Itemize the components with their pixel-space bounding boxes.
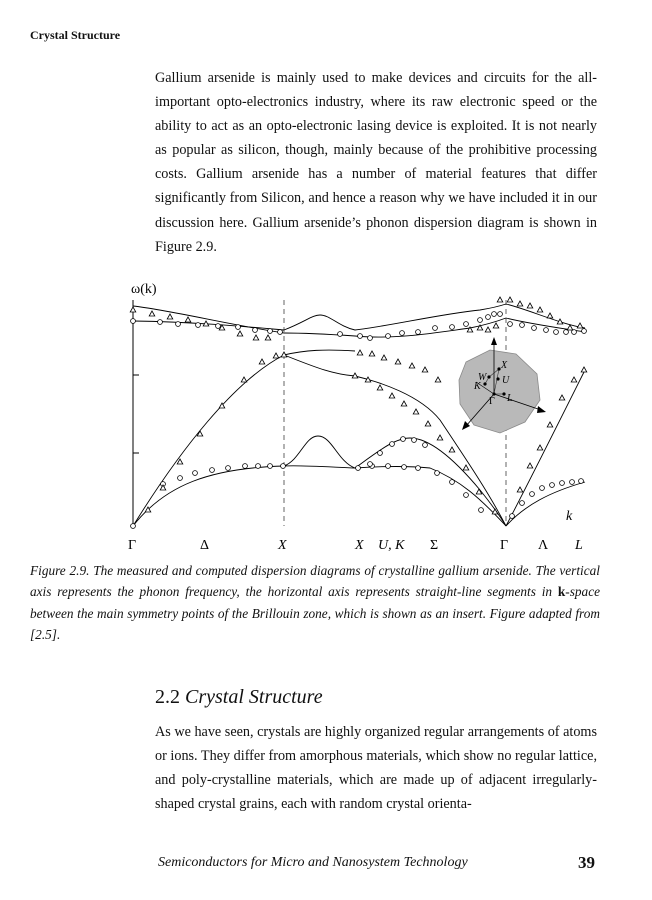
measured-point-circle-50 <box>544 328 549 333</box>
measured-point-circle-58 <box>540 486 545 491</box>
curve-to-gamma-x <box>133 306 284 333</box>
measured-point-circle-14 <box>416 466 421 471</box>
measured-point-circle-48 <box>520 323 525 328</box>
inset-label-w: W <box>478 372 487 383</box>
inset-label-l: L <box>507 393 513 404</box>
measured-point-triangle-6 <box>237 331 243 336</box>
caption-text-2: -space between the main symmetry points of the Brillouin zone, which is shown as an insert. Figure adapted from [2.5]. <box>30 584 600 642</box>
measured-point-triangle-23 <box>422 367 428 372</box>
measured-point-circle-54 <box>582 329 587 334</box>
measured-point-triangle-42 <box>507 297 513 302</box>
measured-point-triangle-22 <box>409 363 415 368</box>
measured-point-circle-21 <box>390 442 395 447</box>
measured-point-circle-51 <box>554 330 559 335</box>
x-label-gamma-2: Γ <box>500 538 509 553</box>
figure-caption <box>30 560 600 645</box>
measured-point-circle-57 <box>530 492 535 497</box>
measured-point-circle-32 <box>268 329 273 334</box>
curve-lo-gamma-l <box>506 304 585 328</box>
measured-point-circle-31 <box>253 328 258 333</box>
curve-lo-x-k <box>284 304 506 330</box>
measured-point-circle-6 <box>243 464 248 469</box>
measured-point-circle-41 <box>478 318 483 323</box>
curve-ta-gamma-x <box>133 466 284 526</box>
measured-point-triangle-45 <box>537 307 543 312</box>
k-label: k <box>566 509 573 524</box>
measured-point-triangle-30 <box>413 409 419 414</box>
measured-point-triangle-1 <box>149 311 155 316</box>
x-label-gamma-1: Γ <box>128 538 137 553</box>
measured-point-circle-3 <box>193 471 198 476</box>
measured-point-circle-4 <box>210 468 215 473</box>
inset-label-u: U <box>502 375 510 386</box>
measured-point-triangle-41 <box>497 297 503 302</box>
measured-point-circle-43 <box>492 312 497 317</box>
measured-point-triangle-48 <box>567 325 573 330</box>
measured-point-circle-40 <box>464 322 469 327</box>
x-label-lambda: Λ <box>538 538 549 553</box>
x-label-x-1: X <box>278 538 287 553</box>
body-paragraph-2: As we have seen, crystals are highly organized regular arrangements of atoms or ions. They differ from amorphous materials, which show no regular lattice, and poly-crystalline materials, which are made up of adjacent irregularly-shaped crystal grains, each with random crystal orienta- <box>155 724 597 813</box>
measured-point-triangle-52 <box>537 445 543 450</box>
measured-point-circle-49 <box>532 326 537 331</box>
measured-point-circle-0 <box>131 524 136 529</box>
x-label-uk: U, K <box>378 538 405 553</box>
inset-point-w <box>487 375 490 378</box>
measured-point-circle-20 <box>378 451 383 456</box>
inset-arrow-up <box>491 337 497 345</box>
measured-point-circle-27 <box>176 322 181 327</box>
measured-point-triangle-8 <box>265 335 271 340</box>
measured-point-circle-22 <box>401 437 406 442</box>
curve-to-x-k <box>284 318 506 337</box>
page-number: 39 <box>578 853 595 872</box>
measured-point-circle-28 <box>196 323 201 328</box>
measured-point-circle-23 <box>412 438 417 443</box>
inset-arrow-right <box>537 406 546 413</box>
measured-point-circle-26 <box>158 320 163 325</box>
measured-point-circle-33 <box>278 330 283 335</box>
measured-point-triangle-50 <box>517 487 523 492</box>
measured-point-circle-39 <box>450 325 455 330</box>
measured-point-triangle-33 <box>449 447 455 452</box>
measured-point-circle-16 <box>450 480 455 485</box>
figure-2-9 <box>0 270 652 560</box>
inset-point-u <box>496 377 499 380</box>
measured-point-circle-55 <box>510 514 515 519</box>
measured-point-circle-12 <box>386 464 391 469</box>
curve-ta-x-k <box>284 466 355 468</box>
inset-label-x: X <box>501 360 508 371</box>
measured-point-triangle-29 <box>401 401 407 406</box>
measured-point-triangle-44 <box>527 303 533 308</box>
measured-point-triangle-47 <box>557 319 563 324</box>
measured-point-triangle-46 <box>547 313 553 318</box>
caption-text-1: The measured and computed dispersion diagrams of crystalline gallium arsenide. The vertical axis represents the phonon frequency, the horizontal axis represents straight-line segments in <box>30 563 600 600</box>
measured-point-circle-13 <box>402 465 407 470</box>
body-paragraph-1: Gallium arsenide is mainly used to make devices and circuits for the all-important opto-electronics industry, where its raw electronic speed or the ability to act as an opto-electronic lasing device is exploited. It is not nearly as popular as silicon, though, mainly because of the prohibitive processing costs. Gallium arsenide has a number of material features that differ significantly from Silicon, and hence a reason why we have included it in our discussion here. Gallium arsenide’s phonon dispersion diagram is shown in Figure 2.9. <box>155 70 597 255</box>
measured-point-circle-44 <box>338 332 343 337</box>
measured-point-triangle-49 <box>577 323 583 328</box>
inset-label-gamma: Γ <box>489 396 495 407</box>
y-axis-label: ω(k) <box>131 282 157 297</box>
measured-point-triangle-14 <box>241 377 247 382</box>
measured-point-circle-60 <box>560 481 565 486</box>
brillouin-zone-inset <box>459 337 546 433</box>
curve-la-x-bump <box>284 350 355 355</box>
measured-point-triangle-20 <box>381 355 387 360</box>
measured-point-circle-47 <box>508 322 513 327</box>
curve-ta-x-kink <box>284 436 355 468</box>
measured-point-triangle-7 <box>253 335 259 340</box>
measured-point-circle-19 <box>368 462 373 467</box>
measured-point-circle-5 <box>226 466 231 471</box>
inset-label-k: K <box>474 381 481 392</box>
x-label-sigma: Σ <box>430 538 439 553</box>
section-number: 2.2 <box>155 686 180 708</box>
measured-point-circle-38 <box>433 326 438 331</box>
measured-point-circle-34 <box>368 336 373 341</box>
curve-ta-k-gamma-lower <box>355 467 506 527</box>
measured-point-circle-17 <box>464 493 469 498</box>
measured-point-circle-61 <box>570 480 575 485</box>
curve-ta-k-gamma-upper <box>355 438 506 526</box>
measured-point-triangle-0 <box>130 307 136 312</box>
measured-point-circle-29 <box>216 324 221 329</box>
measured-point-circle-59 <box>550 483 555 488</box>
measured-point-triangle-34 <box>463 465 469 470</box>
measured-point-triangle-19 <box>369 351 375 356</box>
caption-label: Figure 2.9. <box>30 563 90 578</box>
measured-point-circle-37 <box>416 330 421 335</box>
measured-point-triangle-28 <box>389 393 395 398</box>
section-heading <box>155 686 323 709</box>
curve-la-gamma-x <box>133 355 284 526</box>
x-label-delta: Δ <box>200 538 210 553</box>
measured-point-circle-35 <box>386 334 391 339</box>
measured-point-circle-9 <box>281 464 286 469</box>
measured-point-triangle-43 <box>517 301 523 306</box>
measured-point-triangle-40 <box>493 323 499 328</box>
measured-point-triangle-32 <box>437 435 443 440</box>
measured-point-triangle-53 <box>547 422 553 427</box>
measured-point-circle-45 <box>358 334 363 339</box>
measured-point-triangle-11 <box>177 459 183 464</box>
measured-point-circle-30 <box>236 325 241 330</box>
measured-point-circle-36 <box>400 331 405 336</box>
measured-point-circle-18 <box>479 508 484 513</box>
measured-point-circle-62 <box>579 479 584 484</box>
measured-point-circle-24 <box>423 443 428 448</box>
measured-point-triangle-39 <box>485 327 491 332</box>
measured-point-triangle-55 <box>571 377 577 382</box>
measured-point-triangle-2 <box>167 314 173 319</box>
measured-point-circle-56 <box>520 501 525 506</box>
running-header: Crystal Structure <box>30 28 121 42</box>
measured-point-circle-42 <box>486 315 491 320</box>
measured-point-circle-2 <box>178 476 183 481</box>
caption-bold-k: k <box>557 584 566 600</box>
measured-point-circle-7 <box>256 464 261 469</box>
x-label-l: L <box>575 538 583 553</box>
measured-point-triangle-15 <box>259 359 265 364</box>
measured-point-triangle-3 <box>185 317 191 322</box>
measured-point-circle-46 <box>498 312 503 317</box>
measured-point-triangle-24 <box>435 377 441 382</box>
measured-point-triangle-51 <box>527 463 533 468</box>
measured-point-triangle-18 <box>357 350 363 355</box>
measured-point-circle-8 <box>268 464 273 469</box>
x-label-x-2: X <box>355 538 364 553</box>
measured-point-triangle-21 <box>395 359 401 364</box>
footer-book-title: Semiconductors for Micro and Nanosystem Technology <box>158 855 468 870</box>
measured-point-triangle-27 <box>377 385 383 390</box>
measured-point-triangle-56 <box>581 367 587 372</box>
section-title-text: Crystal Structure <box>185 686 323 708</box>
measured-point-circle-25 <box>131 319 136 324</box>
measured-point-triangle-54 <box>559 395 565 400</box>
inset-point-l <box>502 392 505 395</box>
measured-point-circle-10 <box>356 466 361 471</box>
measured-point-circle-15 <box>435 471 440 476</box>
dispersion-diagram <box>0 270 652 560</box>
measured-point-triangle-31 <box>425 421 431 426</box>
measured-point-triangle-16 <box>273 353 279 358</box>
